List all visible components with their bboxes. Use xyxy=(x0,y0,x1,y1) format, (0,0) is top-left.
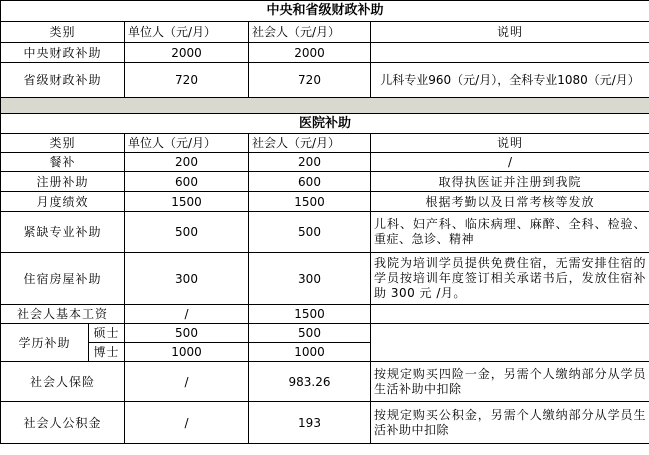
section-separator xyxy=(1,98,649,114)
note-cell: 取得执医证并注册到我院 xyxy=(371,172,649,192)
social-cell: 1500 xyxy=(249,192,371,212)
header-note: 说明 xyxy=(371,134,649,153)
note-cell xyxy=(371,324,649,362)
note-cell: 儿科、妇产科、临床病理、麻醉、全科、检验、重症、急诊、精神 xyxy=(371,212,649,253)
table-row xyxy=(1,172,649,192)
category-cell: 社会人基本工资 xyxy=(1,305,125,324)
table-row xyxy=(1,153,649,172)
unit-cell: / xyxy=(125,402,249,444)
note-cell xyxy=(371,305,649,324)
social-cell: 983.26 xyxy=(249,362,371,402)
social-cell: 1500 xyxy=(249,305,371,324)
note-cell: 根据考勤以及日常考核等发放 xyxy=(371,192,649,212)
unit-cell: 300 xyxy=(125,253,249,305)
social-cell: 200 xyxy=(249,153,371,172)
central-header-row xyxy=(1,22,649,43)
note-cell: / xyxy=(371,153,649,172)
table-row xyxy=(1,43,649,63)
table-row xyxy=(1,362,649,402)
unit-cell: 720 xyxy=(125,63,249,98)
header-note: 说明 xyxy=(371,22,649,43)
central-title-row xyxy=(1,1,649,22)
category-cell: 省级财政补助 xyxy=(1,63,125,98)
note-cell: 儿科专业960（元/月），全科专业1080（元/月） xyxy=(371,63,649,98)
degree-cell: 硕士 xyxy=(89,324,125,343)
category-cell: 社会人公积金 xyxy=(1,402,125,444)
unit-cell: 600 xyxy=(125,172,249,192)
social-cell: 500 xyxy=(249,212,371,253)
table-row xyxy=(1,63,649,98)
category-cell: 社会人保险 xyxy=(1,362,125,402)
social-cell: 600 xyxy=(249,172,371,192)
category-cell: 月度绩效 xyxy=(1,192,125,212)
category-cell: 中央财政补助 xyxy=(1,43,125,63)
header-category: 类别 xyxy=(1,22,125,43)
table-row xyxy=(1,324,649,343)
note-cell xyxy=(371,43,649,63)
category-cell: 注册补助 xyxy=(1,172,125,192)
unit-cell: / xyxy=(125,305,249,324)
header-social: 社会人（元/月） xyxy=(249,134,371,153)
unit-cell: 500 xyxy=(125,324,249,343)
category-cell: 餐补 xyxy=(1,153,125,172)
unit-cell: 1500 xyxy=(125,192,249,212)
social-cell: 2000 xyxy=(249,43,371,63)
social-cell: 500 xyxy=(249,324,371,343)
hospital-section-title: 医院补助 xyxy=(1,114,649,134)
note-cell: 我院为培训学员提供免费住宿，无需安排住宿的学员按培训年度签订相关承诺书后，发放住宿补助 300 元 /月。 xyxy=(371,253,649,305)
table-row xyxy=(1,402,649,444)
table-row xyxy=(1,305,649,324)
table-row xyxy=(1,192,649,212)
unit-cell: 200 xyxy=(125,153,249,172)
central-section-title: 中央和省级财政补助 xyxy=(1,1,649,22)
unit-cell: 500 xyxy=(125,212,249,253)
table-row xyxy=(1,253,649,305)
header-social: 社会人（元/月） xyxy=(249,22,371,43)
unit-cell: / xyxy=(125,362,249,402)
category-cell: 住宿房屋补助 xyxy=(1,253,125,305)
header-unit: 单位人（元/月） xyxy=(125,22,249,43)
hospital-title-row xyxy=(1,114,649,134)
header-category: 类别 xyxy=(1,134,125,153)
hospital-header-row xyxy=(1,134,649,153)
note-cell: 按规定购买公积金，另需个人缴纳部分从学员生活补助中扣除 xyxy=(371,402,649,444)
note-cell: 按规定购买四险一金，另需个人缴纳部分从学员生活补助中扣除 xyxy=(371,362,649,402)
unit-cell: 1000 xyxy=(125,343,249,362)
table-row xyxy=(1,212,649,253)
social-cell: 193 xyxy=(249,402,371,444)
social-cell: 1000 xyxy=(249,343,371,362)
category-cell: 紧缺专业补助 xyxy=(1,212,125,253)
education-category-cell: 学历补助 xyxy=(1,324,89,362)
social-cell: 300 xyxy=(249,253,371,305)
social-cell: 720 xyxy=(249,63,371,98)
unit-cell: 2000 xyxy=(125,43,249,63)
degree-cell: 博士 xyxy=(89,343,125,362)
header-unit: 单位人（元/月） xyxy=(125,134,249,153)
